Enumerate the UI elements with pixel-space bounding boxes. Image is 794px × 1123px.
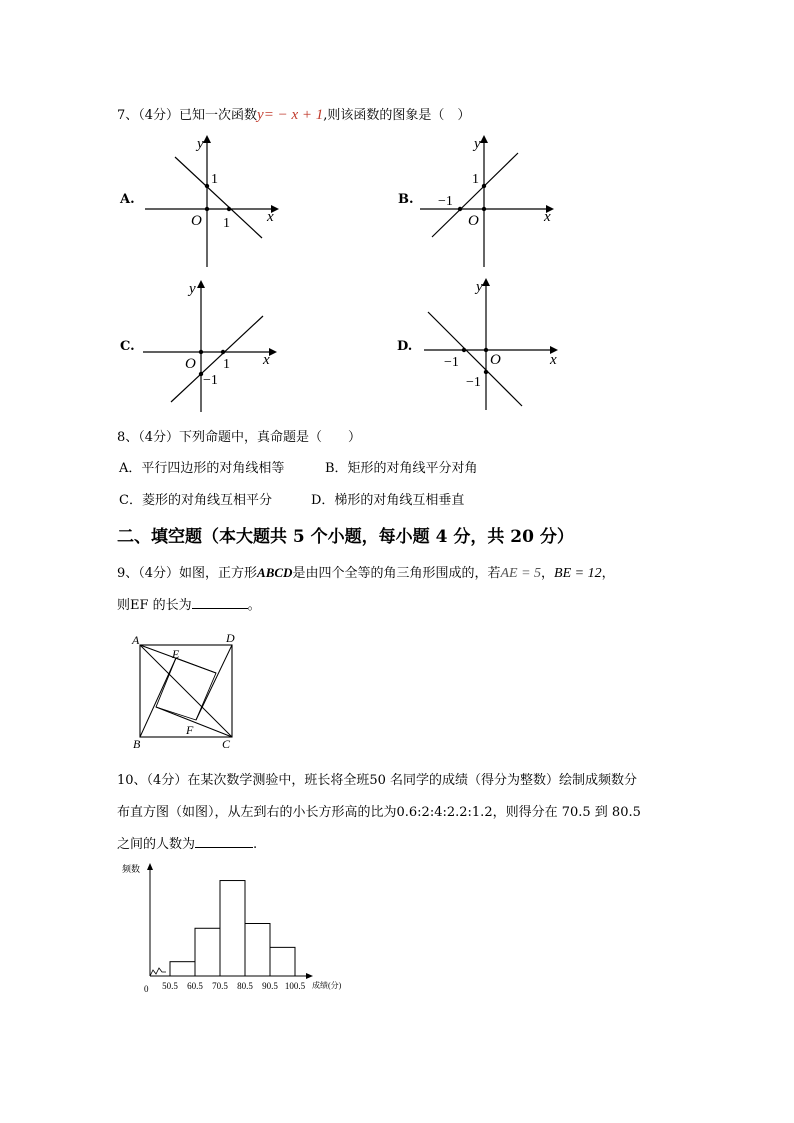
- q7-c-xlabel: x: [263, 352, 270, 368]
- section-2-title: 二、填空题（本大题共 5 个小题，每小题 4 分，共 20 分）: [117, 527, 574, 547]
- histogram-tick-label: 90.5: [262, 981, 278, 991]
- histogram-tick-label: 60.5: [187, 981, 203, 991]
- q10-answer-blank[interactable]: [195, 835, 253, 848]
- q9-stem-mid: 是由四个全等的角三角形围成的，若: [292, 566, 501, 581]
- q7-c-ylabel: y: [189, 281, 196, 297]
- q8-stem: 8、（4分）下列命题中，真命题是（ ）: [117, 430, 362, 445]
- q7-a-tick-x: 1: [223, 216, 230, 231]
- q9-abcd: ABCD: [257, 565, 293, 580]
- q10-line3: [117, 833, 257, 852]
- q7-d-origin: O: [490, 352, 501, 368]
- q7-b-tick-x: −1: [438, 194, 453, 209]
- q8-option-a[interactable]: A．平行四边形的对角线相等: [119, 461, 285, 476]
- q7-option-a-letter[interactable]: A.: [120, 192, 135, 207]
- histogram-tick-label: 100.5: [284, 981, 306, 991]
- q7-b-origin: O: [468, 213, 479, 229]
- histogram-origin: 0: [144, 984, 149, 994]
- q7-b-xlabel: x: [544, 209, 551, 225]
- q7-stem: [117, 104, 470, 124]
- histogram-tick-label: 70.5: [212, 981, 228, 991]
- q9-label-e: E: [172, 647, 180, 661]
- q9-label-c: C: [222, 737, 231, 751]
- q7-b-ylabel: y: [474, 136, 481, 152]
- q9-line2: [117, 594, 261, 613]
- histogram-bar-3: [220, 881, 245, 976]
- q7-option-b-graph[interactable]: [420, 135, 555, 270]
- q10-line2: 布直方图（如图），从左到右的小长方形高的比为0.6:2:4:2.2:1.2，则得分在 70.5 到 80.5: [117, 805, 641, 820]
- q10-line1: 10、（4分）在某次数学测验中，班长将全班50 名同学的成绩（得分为整数）绘制成频数分: [117, 773, 637, 788]
- q9-be: BE = 12: [554, 566, 602, 581]
- q7-option-a-graph[interactable]: [145, 135, 280, 270]
- q8-option-c[interactable]: C．菱形的对角线互相平分: [119, 493, 272, 508]
- q7-c-tick-y: −1: [203, 373, 218, 388]
- q8-option-b[interactable]: B．矩形的对角线平分对角: [325, 461, 478, 476]
- q9-label-a: A: [132, 633, 140, 647]
- q7-a-tick-y: 1: [211, 172, 218, 187]
- q7-option-b-letter[interactable]: B.: [398, 192, 414, 207]
- histogram-bar-4: [245, 924, 270, 977]
- q7-option-c-letter[interactable]: C.: [120, 339, 135, 354]
- q9-label-b: B: [133, 737, 141, 751]
- q7-d-tick-y: −1: [466, 375, 481, 390]
- q9-label-d: D: [226, 631, 235, 645]
- q9-ae: AE = 5: [500, 566, 542, 581]
- histogram-bar-2: [195, 928, 220, 976]
- q7-a-ylabel: y: [197, 136, 204, 152]
- q9-line2-prefix: 则EF 的长为: [117, 598, 192, 613]
- q7-b-tick-y: 1: [472, 172, 479, 187]
- histogram-tick-label: 50.5: [162, 981, 178, 991]
- histogram-bar-1: [170, 962, 195, 976]
- q9-sep: ，: [541, 566, 555, 581]
- histogram-bar-5: [270, 947, 295, 976]
- q10-line3-suffix: .: [253, 837, 258, 852]
- q10-line3-prefix: 之间的人数为: [117, 837, 196, 852]
- q8-option-d[interactable]: D．梯形的对角线互相垂直: [311, 493, 465, 508]
- q7-stem-prefix: 7、（4分）已知一次函数: [117, 108, 258, 123]
- q9-stem-prefix: 9、（4分）如图，正方形: [117, 566, 258, 581]
- q7-formula-rest: = − x + 1: [263, 107, 324, 123]
- q7-c-origin: O: [185, 356, 196, 372]
- q7-a-xlabel: x: [267, 209, 274, 225]
- q9-stem: [117, 562, 615, 582]
- q9-label-f: F: [186, 723, 194, 737]
- q9-stem-end: ，: [601, 566, 615, 581]
- q7-d-ylabel: y: [476, 279, 483, 295]
- q7-formula-y: y: [257, 107, 264, 123]
- q7-option-d-graph[interactable]: [424, 278, 564, 413]
- q7-c-tick-x: 1: [223, 357, 230, 372]
- q9-answer-blank[interactable]: [192, 596, 248, 609]
- q9-line2-suffix: 。: [247, 598, 261, 613]
- q10-histogram: [120, 858, 360, 998]
- q7-stem-suffix: ,则该函数的图象是（ ）: [323, 108, 471, 123]
- q7-a-origin: O: [191, 213, 202, 229]
- histogram-ylabel: 频数: [122, 864, 141, 874]
- q9-square-figure: [130, 630, 250, 752]
- q7-d-xlabel: x: [550, 352, 557, 368]
- histogram-tick-label: 80.5: [237, 981, 253, 991]
- q7-option-c-graph[interactable]: [143, 280, 278, 415]
- histogram-xlabel: 成绩(分): [312, 981, 342, 990]
- q7-option-d-letter[interactable]: D.: [397, 339, 413, 354]
- q7-d-tick-x: −1: [444, 355, 459, 370]
